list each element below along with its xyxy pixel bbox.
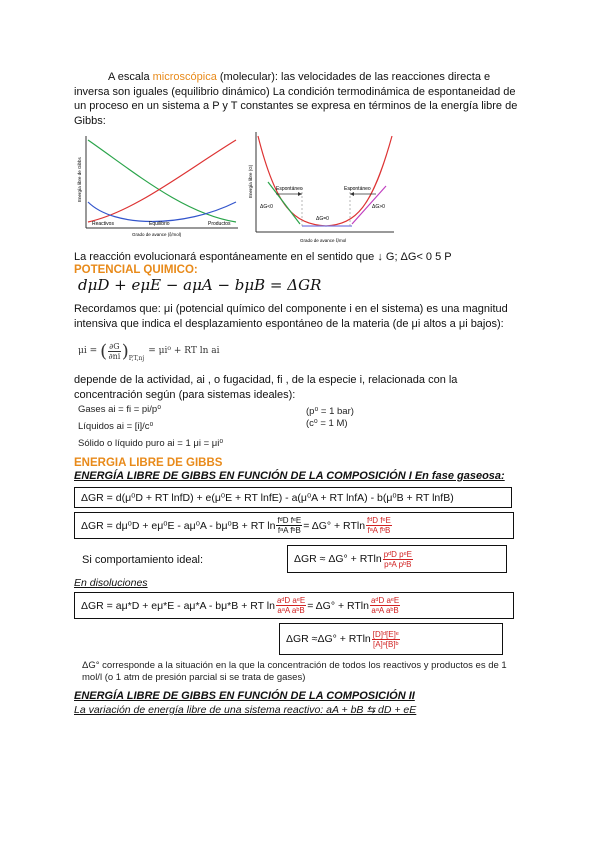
intro-paragraph <box>74 70 522 128</box>
evolution-text: La reacción evolucionará espontáneamente en el sentido que ↓ G; ΔG< 0 5 P <box>74 251 452 263</box>
spontaneity-figure <box>246 128 398 246</box>
equation-gas-1: ΔGR = d(μ⁰D + RT lnfD) + e(μ⁰E + RT lnfE) - a(μ⁰A + RT lnfA) - b(μ⁰B + RT lnfB) <box>74 487 512 508</box>
equation-solution-2 <box>279 623 503 655</box>
eq-ideal-red-den: pᵃA pᵇB <box>384 559 412 569</box>
eq-gas-2-mid: = ΔG° + RTln <box>303 519 366 532</box>
eq-sol-1-mid: = ΔG° + RTln <box>307 599 369 612</box>
fig2-left-label: Espontáneo <box>276 186 303 192</box>
eq-sol-1-main: ΔGR = aμ*D + eμ*E - aμ*A - bμ*B + RT ln <box>81 599 275 612</box>
eq-ideal-red-num: pᵈD pᵉE <box>383 549 412 559</box>
standard-state-note: ΔG° corresponde a la situación en la que la concentración de todos los reactivos y productos es de 1 mol/l (o 1 atm de presión parcial si se trata de gases) <box>82 660 507 683</box>
mu-equation: μi = ( $\frac{\partial G}{\partial ni}$ ) P,T,nj = μi⁰ + RT ln ai <box>78 340 220 362</box>
fig2-ylabel: Energía libre (G) <box>248 164 253 198</box>
eq-gas-2-den: fᵃA fᵇB <box>277 526 301 535</box>
eq-gas-2-num: fᵈD fᵉE <box>277 516 302 525</box>
mu-eq-lhs: μi = <box>78 346 98 356</box>
activity-p0: (p⁰ = 1 bar) <box>306 406 354 417</box>
eq-gas-2-red-num: fᵈD fᵉE <box>367 516 391 525</box>
fig1-xlabel: Grado de avance (ξ/mol) <box>132 232 182 237</box>
disoluciones-label: En disoluciones <box>74 577 148 589</box>
eq-gas-2-red-den: fᵃA fᵇB <box>367 526 391 535</box>
eq-sol-1-red-num: aᵈD aᵉE <box>370 596 400 605</box>
recordamos-paragraph: Recordamos que: μi (potencial químico del componente i en el sistema) es una magnitud intensiva que indica el desplazamiento espontáneo de la materia (de μi altos a μi bajos): <box>74 303 508 330</box>
fig2-xlabel: Grado de avance ξ/mol <box>300 238 347 243</box>
eq-sol-1-den: aᵃA aᵇB <box>277 606 305 615</box>
equation-ideal <box>287 545 507 573</box>
potencial-heading: POTENCIAL QUIMICO: <box>74 264 198 276</box>
activity-liquidos: Líquidos ai = [i]/c⁰ <box>78 421 154 432</box>
potencial-equation: dμD + eμE − aμA − bμB = ΔGR <box>78 276 322 294</box>
mu-eq-num: ∂G <box>109 341 120 351</box>
depende-paragraph: depende de la actividad, ai , o fugacidad, fi , de la especie i, relacionada con la concentración según (para sistemas ideales): <box>74 374 458 401</box>
composition-1-heading: ENERGÍA LIBRE DE GIBBS EN FUNCIÓN DE LA COMPOSICIÓN I En fase gaseosa: <box>74 470 505 482</box>
composition-2-subtitle: La variación de energía libre de una sistema reactivo: aA + bB ⇆ dD + eE <box>74 704 417 716</box>
eq-sol-1-num: aᵈD aᵉE <box>276 596 306 605</box>
fig1-label-equilibrio: Equilibrio <box>149 221 170 227</box>
intro-highlight: microscópica <box>152 71 217 83</box>
fig2-dg-left: ΔG<0 <box>260 204 273 210</box>
eq-sol-2-red-num: [D]ᵈ[E]ᵉ <box>372 629 399 639</box>
eq-gas-2-main: ΔGR = dμ⁰D + eμ⁰E - aμ⁰A - bμ⁰B + RT ln <box>81 519 276 532</box>
eq-sol-2-red-den: [A]ᵃ[B]ᵇ <box>373 639 399 649</box>
fig2-dg-right: ΔG>0 <box>372 204 385 210</box>
mu-eq-sub: P,T,nj <box>128 355 145 362</box>
eq-ideal-main: ΔGR ≈ ΔG° + RTln <box>294 553 382 565</box>
gibbs-heading: ENERGIA LIBRE DE GIBBS <box>74 457 223 469</box>
activity-c0: (c⁰ = 1 M) <box>306 418 348 429</box>
equation-solution-1 <box>74 592 514 619</box>
ideal-label: Si comportamiento ideal: <box>82 554 204 566</box>
gibbs-curves-figure <box>74 132 242 242</box>
fig1-label-reactivos: Reactivos <box>92 221 114 227</box>
fig1-label-productos: Productos <box>208 221 231 227</box>
intro-lead: A escala <box>108 71 153 83</box>
activity-gases: Gases ai = fi = pi/p⁰ <box>78 404 162 415</box>
mu-eq-den: ∂ni <box>108 351 121 361</box>
composition-2-heading: ENERGÍA LIBRE DE GIBBS EN FUNCIÓN DE LA COMPOSICIÓN II <box>74 690 415 702</box>
eq-sol-1-red-den: aᵃA aᵇB <box>371 606 399 615</box>
fig1-ylabel: Energía libre de Gibbs <box>77 157 82 202</box>
fig2-right-label: Espontáneo <box>344 186 371 192</box>
equation-gas-2 <box>74 512 514 539</box>
activity-solido: Sólido o líquido puro ai = 1 μi = μi⁰ <box>78 438 224 449</box>
fig2-dg-mid: ΔG=0 <box>316 216 329 222</box>
eq-sol-2-main: ΔGR ≈ΔG° + RTln <box>286 633 371 645</box>
mu-eq-rhs: = μi⁰ + RT ln ai <box>148 346 220 356</box>
intro-rest: (molecular): las velocidades de las reacciones directa e inversa son iguales (equilibrio dinámico) La condición termodinámica de espontaneidad de un proceso en un sistema a P y T constantes se expresa en términos de la energía libre de Gibbs: <box>74 71 518 127</box>
